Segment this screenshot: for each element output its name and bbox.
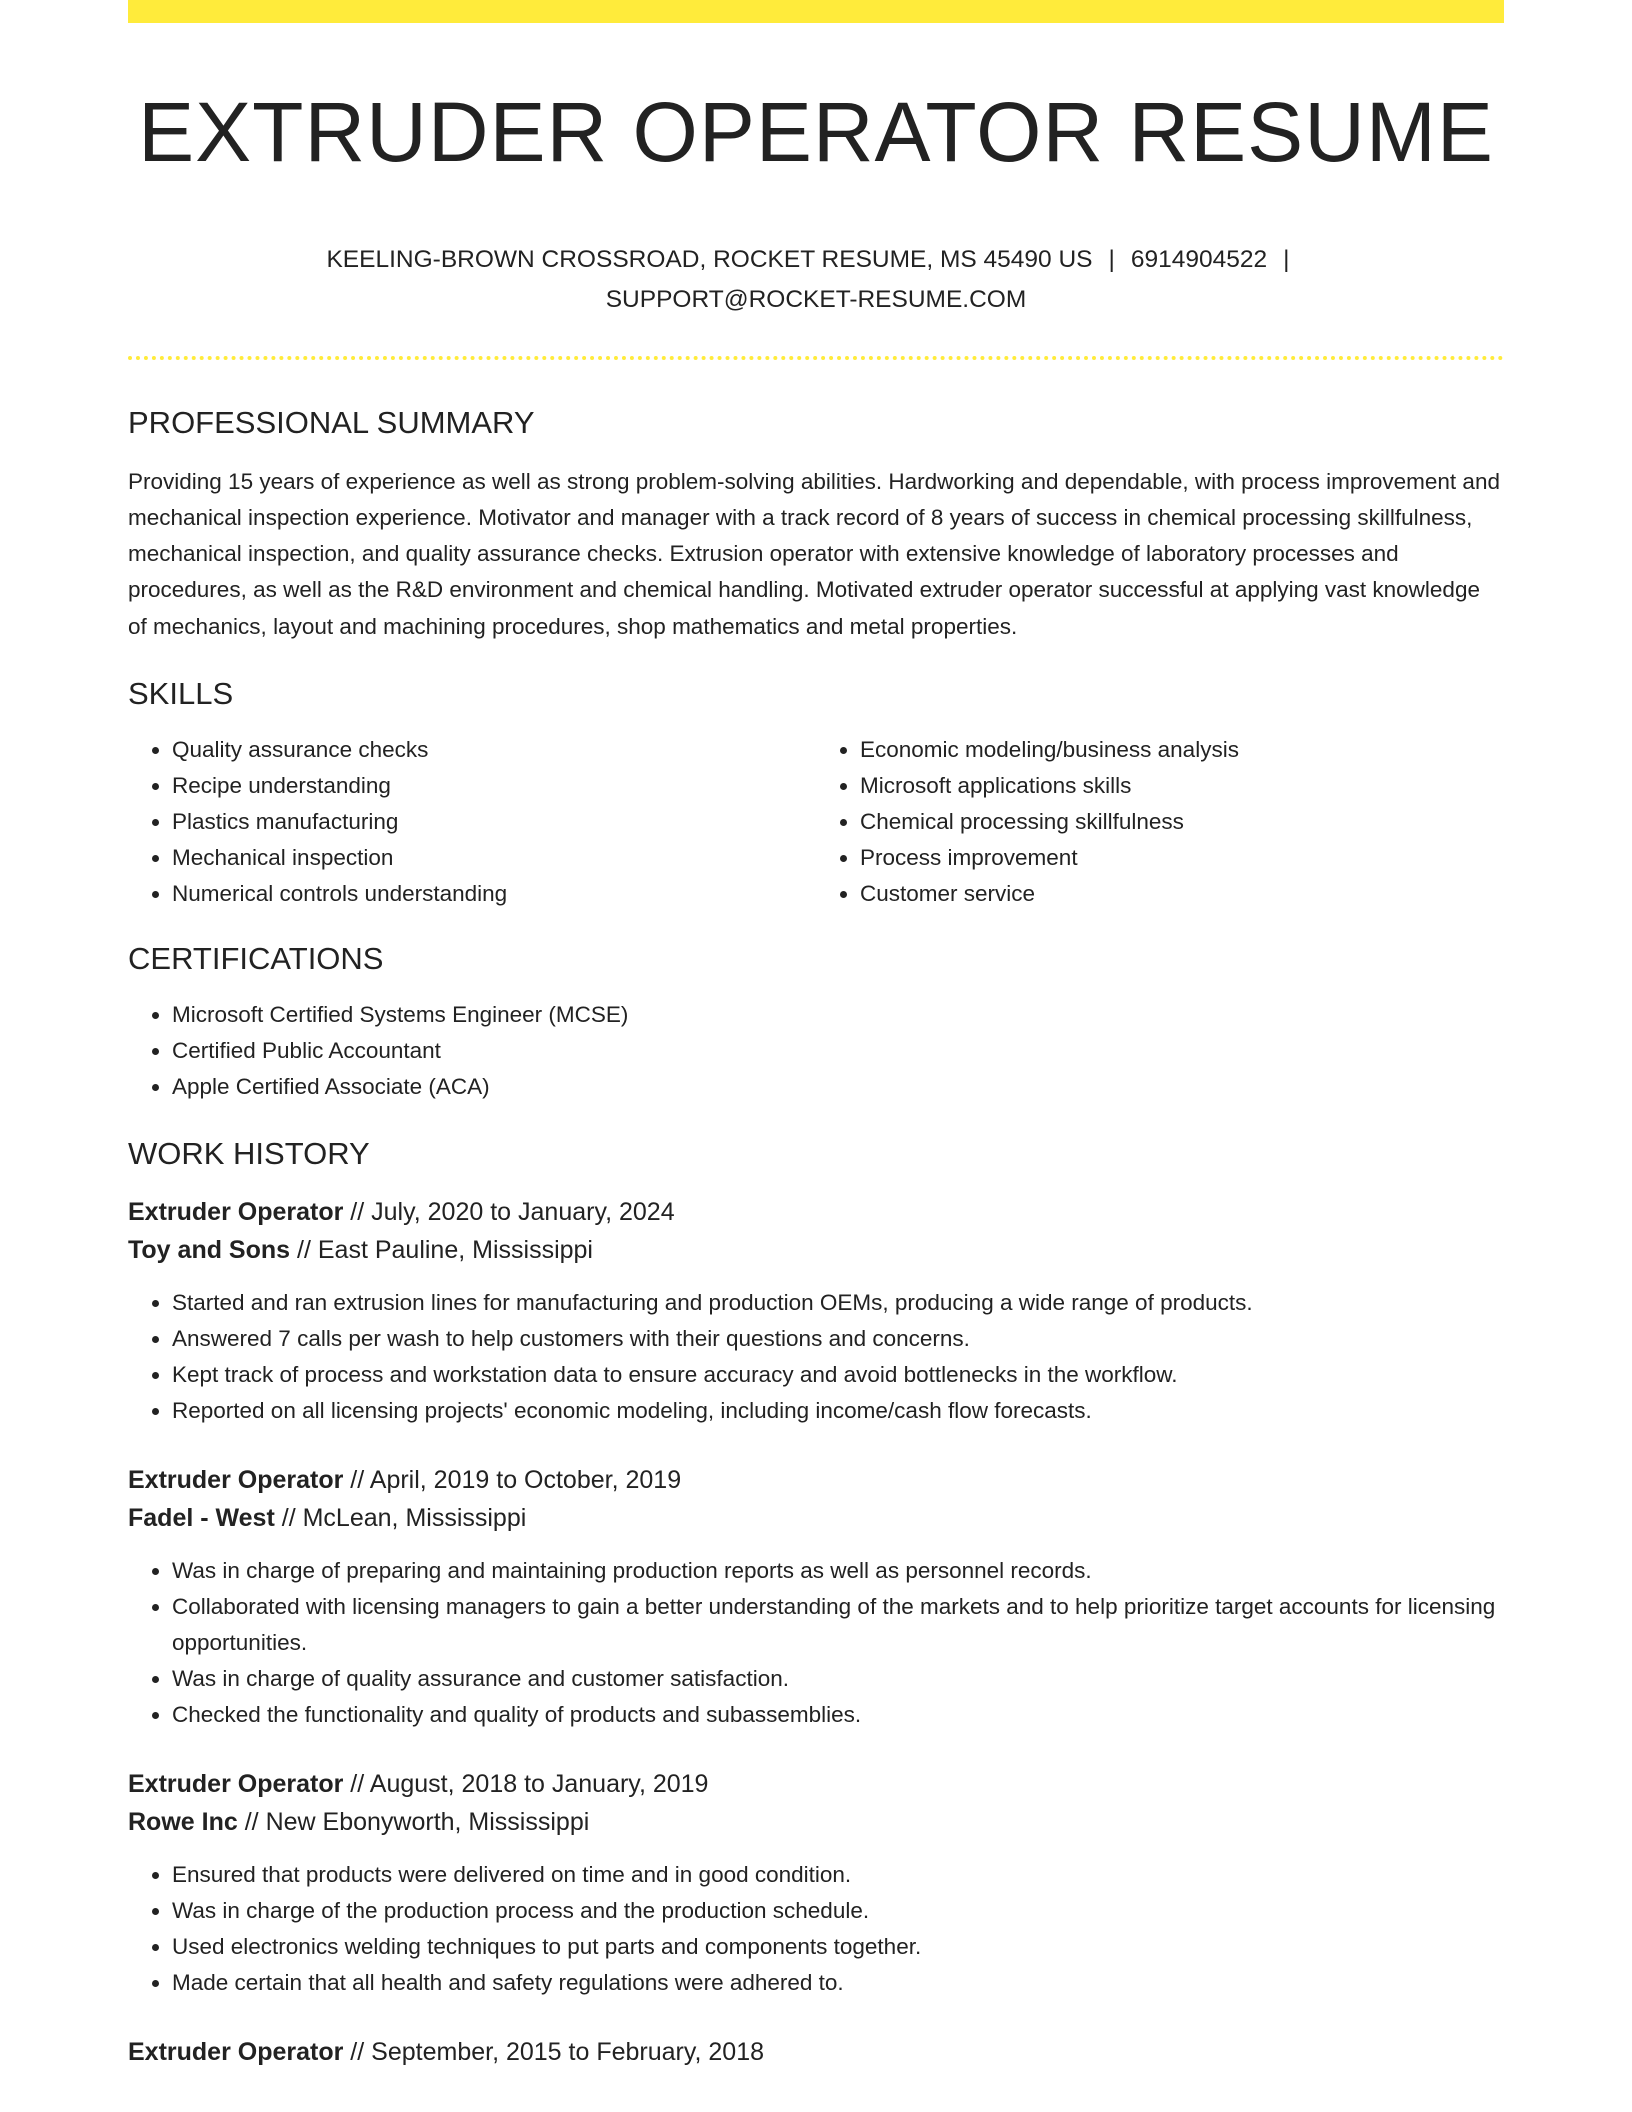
summary-heading: PROFESSIONAL SUMMARY [128,405,535,441]
job-location: New Ebonyworth, Mississippi [265,1807,590,1836]
skill-item: • Economic modeling/business analysis [860,732,1504,768]
skill-item: • Customer service [860,876,1504,912]
skill-item: • Plastics manufacturing [172,804,816,840]
job-separator: // [350,2037,365,2066]
certification-item: • Certified Public Accountant [172,1033,1504,1069]
certification-item: • Apple Certified Associate (ACA) [172,1069,1504,1105]
contact-email[interactable]: SUPPORT@ROCKET-RESUME.COM [605,286,1027,314]
job-duty: • Used electronics welding techniques to put parts and components together. [172,1929,1504,1965]
job-entry [128,1193,1504,1429]
job-dates: August, 2018 to January, 2019 [369,1769,709,1798]
dotted-divider [128,356,1504,360]
job-title-line [128,1461,1504,1499]
job-duty: • Collaborated with licensing managers to gain a better understanding of the markets and to help prioritize target accounts for licensing opportunities. [172,1589,1504,1661]
job-company: Toy and Sons [128,1235,291,1264]
contact-address: KEELING-BROWN CROSSROAD, ROCKET RESUME, MS 45490 US [326,246,1093,274]
job-duty: • Answered 7 calls per wash to help customers with their questions and concerns. [172,1321,1504,1357]
work-history-heading: WORK HISTORY [128,1136,370,1172]
job-duty: • Made certain that all health and safety regulations were adhered to. [172,1965,1504,2001]
job-duties-list [128,1553,1504,1733]
skills-list-right [816,732,1504,912]
certifications-list [128,997,1504,1105]
contact-info [128,240,1504,320]
top-accent-bar [128,0,1504,23]
skill-item: • Mechanical inspection [172,840,816,876]
job-duty: • Started and ran extrusion lines for manufacturing and production OEMs, producing a wide range of products. [172,1285,1504,1321]
job-company: Fadel - West [128,1503,275,1532]
job-company-line [128,1803,1504,1841]
skills-heading: SKILLS [128,676,234,712]
job-title: Extruder Operator [128,1197,344,1226]
job-location: McLean, Mississippi [302,1503,527,1532]
skills-grid [128,732,1504,912]
job-title: Extruder Operator [128,1769,344,1798]
job-separator: // [244,1807,259,1836]
job-separator: // [297,1235,311,1264]
job-duty: • Checked the functionality and quality of products and subassemblies. [172,1697,1504,1733]
job-duty: • Was in charge of preparing and maintaining production reports as well as personnel records. [172,1553,1504,1589]
job-entry [128,2033,1504,2071]
resume-title: EXTRUDER OPERATOR RESUME [138,85,1494,179]
job-duties-list [128,1857,1504,2001]
job-dates: September, 2015 to February, 2018 [371,2037,765,2066]
job-entry [128,1461,1504,1733]
job-title-line [128,2033,1504,2071]
job-dates: July, 2020 to January, 2024 [371,1197,675,1226]
skill-item: • Process improvement [860,840,1504,876]
job-company: Rowe Inc [128,1807,238,1836]
job-company-line [128,1499,1504,1537]
job-duty: • Was in charge of quality assurance and customer satisfaction. [172,1661,1504,1697]
contact-separator: | [1108,246,1115,274]
job-entry [128,1765,1504,2001]
job-duty: • Ensured that products were delivered on time and in good condition. [172,1857,1504,1893]
job-duty: • Reported on all licensing projects' economic modeling, including income/cash flow forecasts. [172,1393,1504,1429]
contact-phone[interactable]: 6914904522 [1130,246,1268,274]
job-location: East Pauline, Mississippi [317,1235,593,1264]
summary-text: Providing 15 years of experience as well as strong problem-solving abilities. Hardworking and dependable, with process improvement and mechanical inspection experience. Motivator and manager with a track record of 8 years of success in chemical processing skillfulness, mechanical inspection, and quality assurance checks. Extrusion operator with extensive knowledge of laboratory processes and procedures, as well as the R&D environment and chemical handling. Motivated extruder operator successful at applying vast knowledge of mechanics, layout and machining procedures, shop mathematics and metal properties. [128,468,1500,639]
skill-item: • Chemical processing skillfulness [860,804,1504,840]
job-duties-list [128,1285,1504,1429]
contact-separator: | [1283,246,1290,274]
job-title-line [128,1765,1504,1803]
job-company-line [128,1231,1504,1269]
skills-list-left [128,732,816,912]
job-title: Extruder Operator [128,1465,344,1494]
job-separator: // [350,1197,365,1226]
job-separator: // [281,1503,296,1532]
skill-item: • Quality assurance checks [172,732,816,768]
resume-page [128,0,1504,2071]
job-title: Extruder Operator [128,2037,344,2066]
job-title-line [128,1193,1504,1231]
skill-item: • Microsoft applications skills [860,768,1504,804]
certification-item: • Microsoft Certified Systems Engineer (MCSE) [172,997,1504,1033]
skill-item: • Recipe understanding [172,768,816,804]
job-separator: // [350,1769,365,1798]
job-duty: • Was in charge of the production process and the production schedule. [172,1893,1504,1929]
job-dates: April, 2019 to October, 2019 [369,1465,682,1494]
job-duty: • Kept track of process and workstation data to ensure accuracy and avoid bottlenecks in the workflow. [172,1357,1504,1393]
skill-item: • Numerical controls understanding [172,876,816,912]
certifications-heading: CERTIFICATIONS [128,941,384,977]
job-separator: // [350,1465,365,1494]
